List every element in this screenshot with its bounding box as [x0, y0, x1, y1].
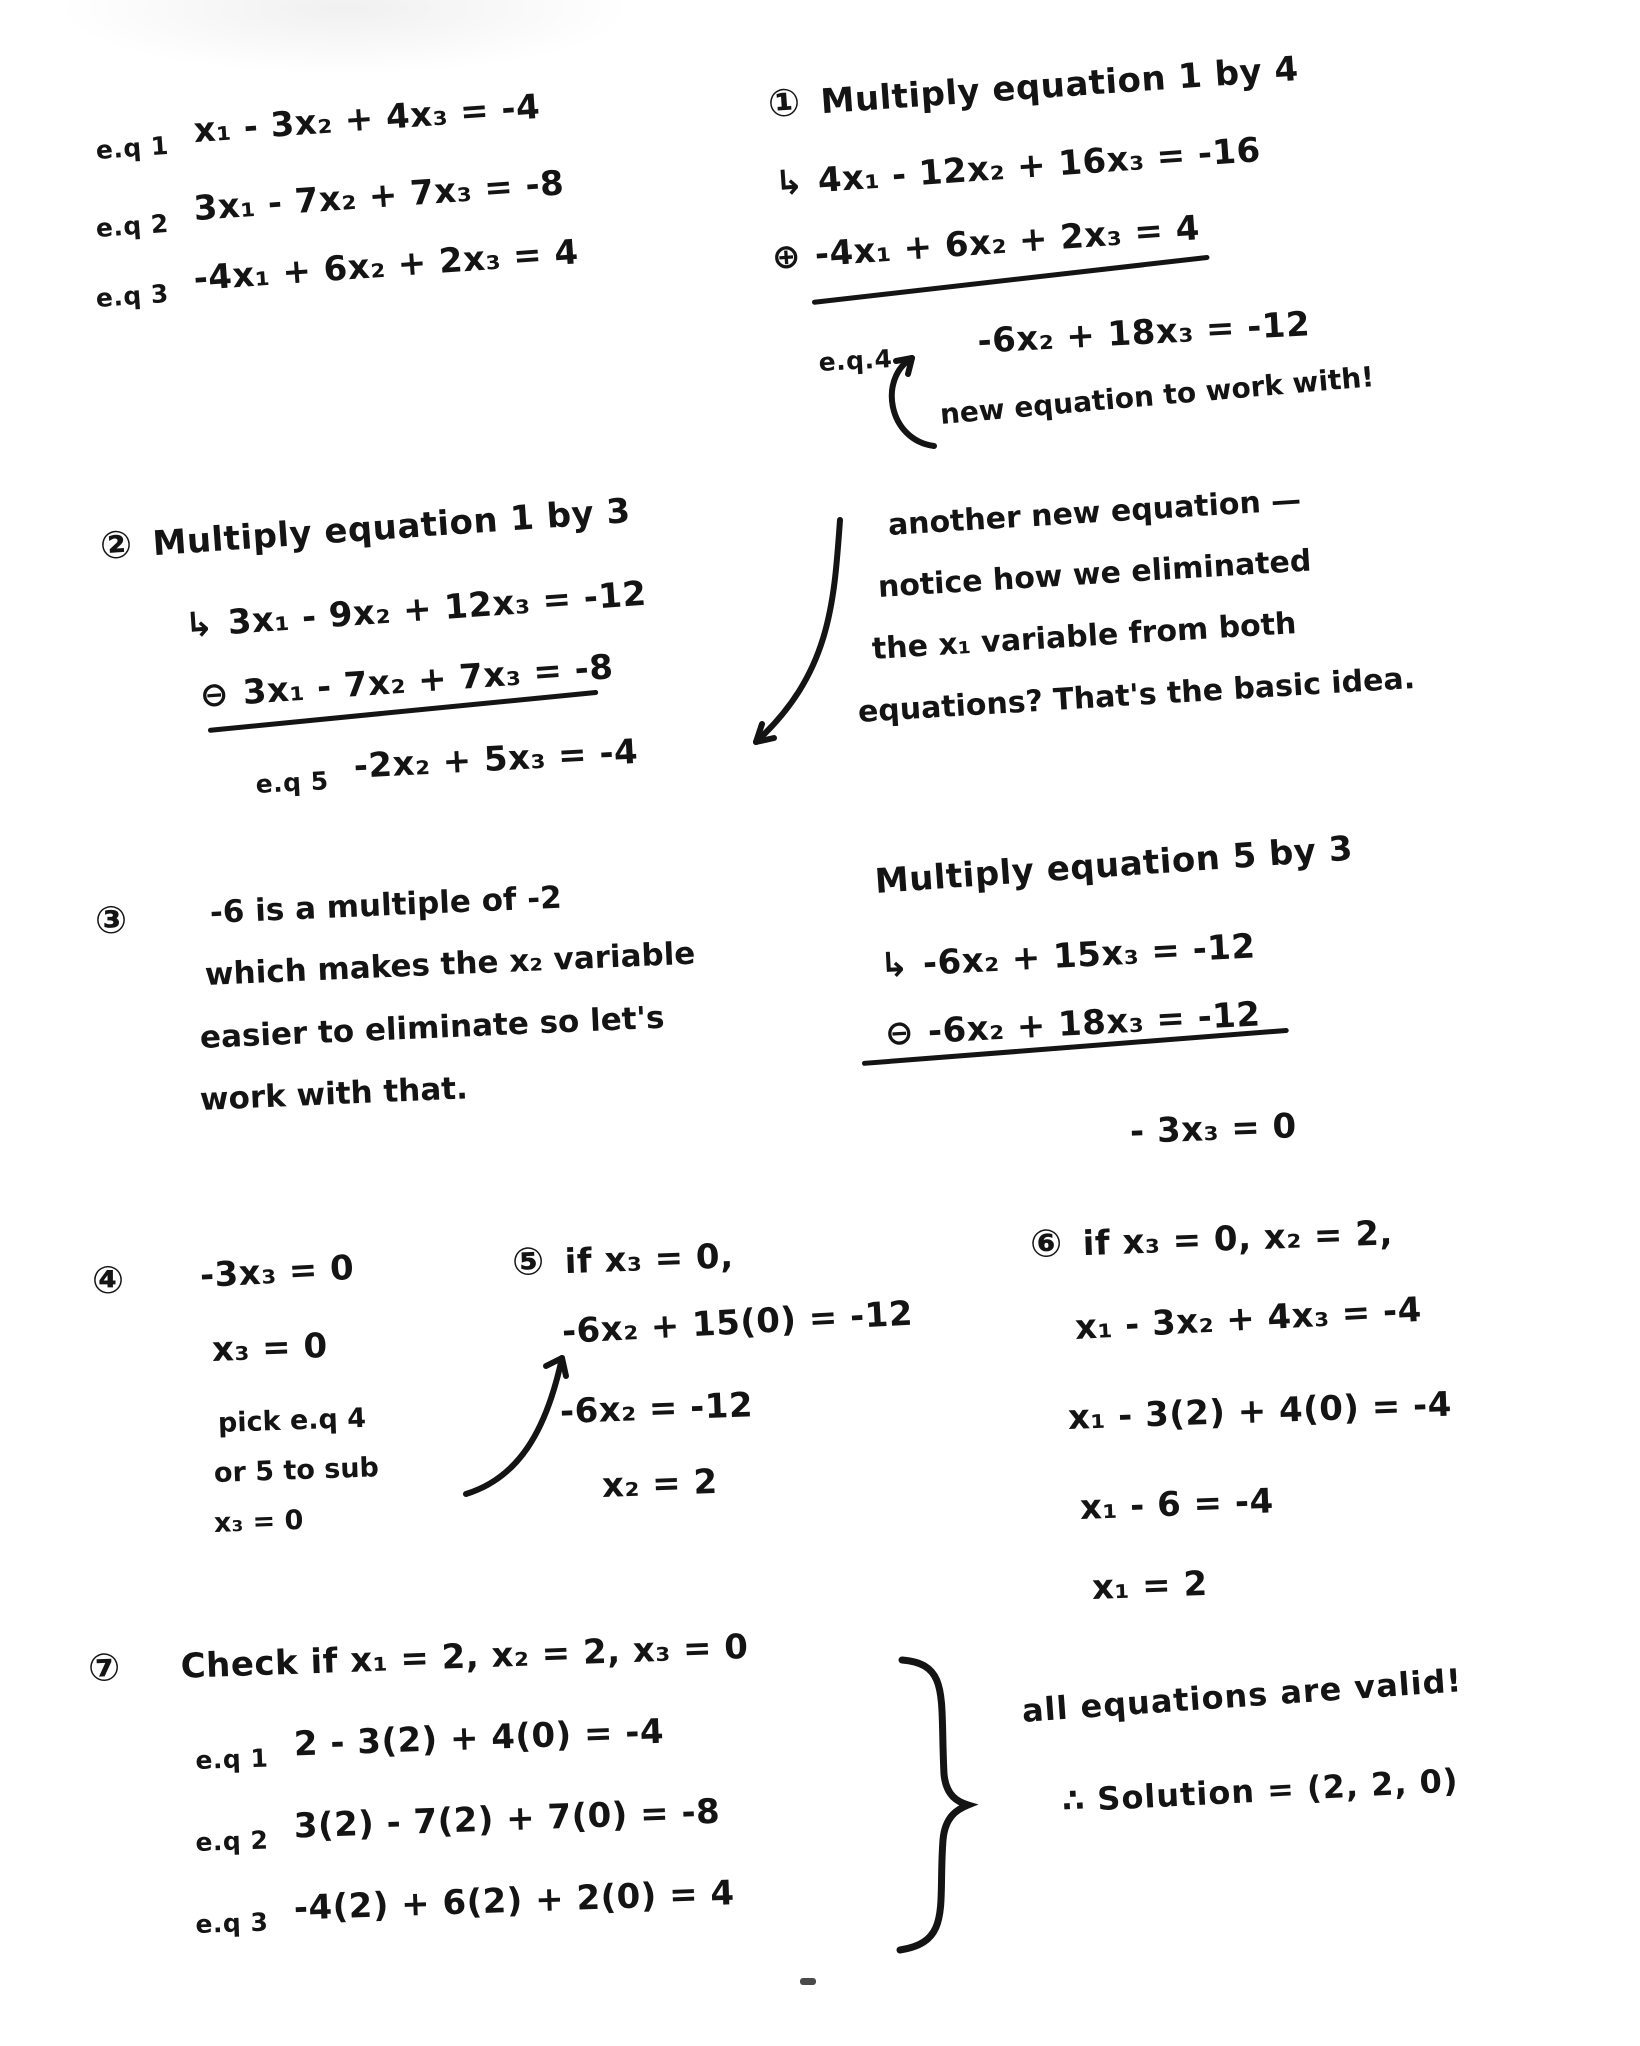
annotation-line-4: equations? That's the basic idea. [856, 660, 1416, 730]
system-eq1-row [94, 86, 542, 165]
system-eq3-row [94, 232, 580, 313]
step7-check-row-3 [194, 1873, 736, 1939]
step2-result-row [254, 731, 640, 799]
scan-smudge [55, 0, 635, 75]
step2-scaled-row [184, 574, 648, 646]
check-group-brace-icon [900, 1660, 968, 1950]
check-eq2-equation: 3(2) - 7(2) + 7(0) = -8 [293, 1791, 721, 1847]
step4-eq1: -3x₃ = 0 [198, 1247, 356, 1296]
step3-line-1: -6 is a multiple of -2 [209, 879, 563, 931]
step2-title: Multiply equation 1 by 3 [151, 490, 632, 565]
step4-note-line-3: x₃ = 0 [213, 1504, 304, 1539]
step4-to-step5-arrow-icon [466, 1358, 566, 1494]
check-eq2-label: e.q 2 [194, 1825, 269, 1857]
conclusion-solution-text: ∴ Solution = (2, 2, 0) [1061, 1761, 1460, 1820]
conclusion-valid-text: all equations are valid! [1020, 1661, 1464, 1730]
step2-heading [98, 487, 631, 568]
step1-scaled-row [774, 130, 1262, 204]
step5-line-1: -6x₂ + 15(0) = -12 [560, 1293, 914, 1352]
annotation-line-3: the x₁ variable from both [870, 606, 1298, 667]
step1-result-row [817, 304, 1312, 377]
system-eq2-row [94, 163, 566, 243]
eq1-equation: x₁ - 3x₂ + 4x₃ = -4 [192, 86, 542, 152]
step2-subtracted-eq: 3x₁ - 7x₂ + 7x₃ = -8 [241, 647, 615, 713]
step4-number: ④ [92, 1258, 125, 1302]
step1-added-eq: -4x₁ + 6x₂ + 2x₃ = 4 [813, 208, 1202, 275]
step2-scaled-eq: 3x₁ - 9x₂ + 12x₃ = -12 [226, 573, 648, 643]
eq5-label: e.q 5 [254, 766, 330, 799]
stray-pen-mark [800, 1978, 816, 1985]
step1-note: new equation to work with! [938, 360, 1376, 431]
check-eq3-equation: -4(2) + 6(2) + 2(0) = 4 [293, 1873, 736, 1929]
step4-note-line-1: pick e.q 4 [217, 1402, 367, 1439]
step3-number: ③ [95, 898, 128, 942]
step7-check-row-2 [194, 1791, 721, 1857]
elim2-scaled-eq: -6x₂ + 15x₃ = -12 [921, 926, 1257, 984]
eq3-label: e.q 3 [94, 278, 170, 313]
eq4-callout-arrow-icon [892, 358, 934, 446]
eq1-label: e.q 1 [94, 130, 170, 165]
eq3-equation: -4x₁ + 6x₂ + 2x₃ = 4 [192, 232, 580, 300]
branch-arrow-icon: ↳ [773, 162, 806, 204]
eq2-equation: 3x₁ - 7x₂ + 7x₃ = -8 [192, 163, 566, 230]
elim2-scaled-row [879, 926, 1257, 986]
step1-title: Multiply equation 1 by 4 [819, 48, 1300, 123]
step6-line-3: x₁ - 6 = -4 [1079, 1481, 1275, 1528]
step2-subtracted-row [199, 647, 615, 716]
annotation-line-1: another new equation — [886, 482, 1303, 543]
step7-heading [87, 1623, 749, 1690]
step4-eq2: x₃ = 0 [211, 1325, 329, 1370]
step1-scaled-eq: 4x₁ - 12x₂ + 16x₃ = -16 [816, 130, 1263, 201]
step6-heading [1029, 1209, 1393, 1266]
branch-arrow-icon: ↳ [878, 944, 911, 986]
minus-circle-icon: ⊖ [883, 1012, 916, 1054]
eq2-label: e.q 2 [94, 208, 170, 243]
step5-title: if x₃ = 0, [564, 1236, 735, 1283]
step5-line-2: -6x₂ = -12 [559, 1385, 754, 1432]
step6-line-1: x₁ - 3x₂ + 4x₃ = -4 [1073, 1289, 1423, 1348]
step5-heading [511, 1232, 734, 1284]
step1-number: ① [766, 79, 803, 126]
step5-line-3: x₂ = 2 [601, 1461, 719, 1506]
elim2-subtracted-eq: -6x₂ + 18x₃ = -12 [926, 994, 1262, 1052]
step6-line-4: x₁ = 2 [1091, 1563, 1209, 1608]
eq4-equation: -6x₂ + 18x₃ = -12 [976, 304, 1312, 362]
step7-number: ⑦ [87, 1644, 122, 1690]
check-eq3-label: e.q 3 [194, 1907, 269, 1939]
annotation-to-eq5-arrow-icon [756, 520, 840, 742]
spacer [918, 353, 978, 356]
eq4-label: e.q.4 [817, 344, 894, 377]
check-eq1-label: e.q 1 [194, 1743, 269, 1775]
step3-line-2: which makes the x₂ variable [204, 935, 697, 993]
step5-number: ⑤ [511, 1238, 546, 1284]
step6-line-2: x₁ - 3(2) + 4(0) = -4 [1067, 1384, 1453, 1438]
step7-check-row-1 [194, 1711, 665, 1775]
branch-arrow-icon: ↳ [183, 604, 216, 646]
step7-title: Check if x₁ = 2, x₂ = 2, x₃ = 0 [180, 1626, 750, 1687]
eq5-equation: -2x₂ + 5x₃ = -4 [352, 731, 640, 787]
check-eq1-equation: 2 - 3(2) + 4(0) = -4 [293, 1711, 665, 1765]
minus-circle-icon: ⊖ [198, 674, 231, 716]
step4-note-line-2: or 5 to sub [213, 1452, 380, 1489]
elim2-result-eq: - 3x₃ = 0 [1129, 1106, 1298, 1152]
step3-line-3: easier to eliminate so let's [199, 999, 666, 1056]
step1-heading [766, 45, 1299, 126]
plus-circle-icon: ⊕ [770, 236, 803, 278]
elim2-heading: Multiply equation 5 by 3 [873, 828, 1355, 902]
step6-number: ⑥ [1029, 1220, 1064, 1266]
step6-title: if x₃ = 0, x₂ = 2, [1082, 1213, 1394, 1265]
step3-line-4: work with that. [199, 1070, 469, 1118]
annotation-line-2: notice how we eliminated [876, 543, 1313, 605]
step2-number: ② [98, 521, 135, 568]
